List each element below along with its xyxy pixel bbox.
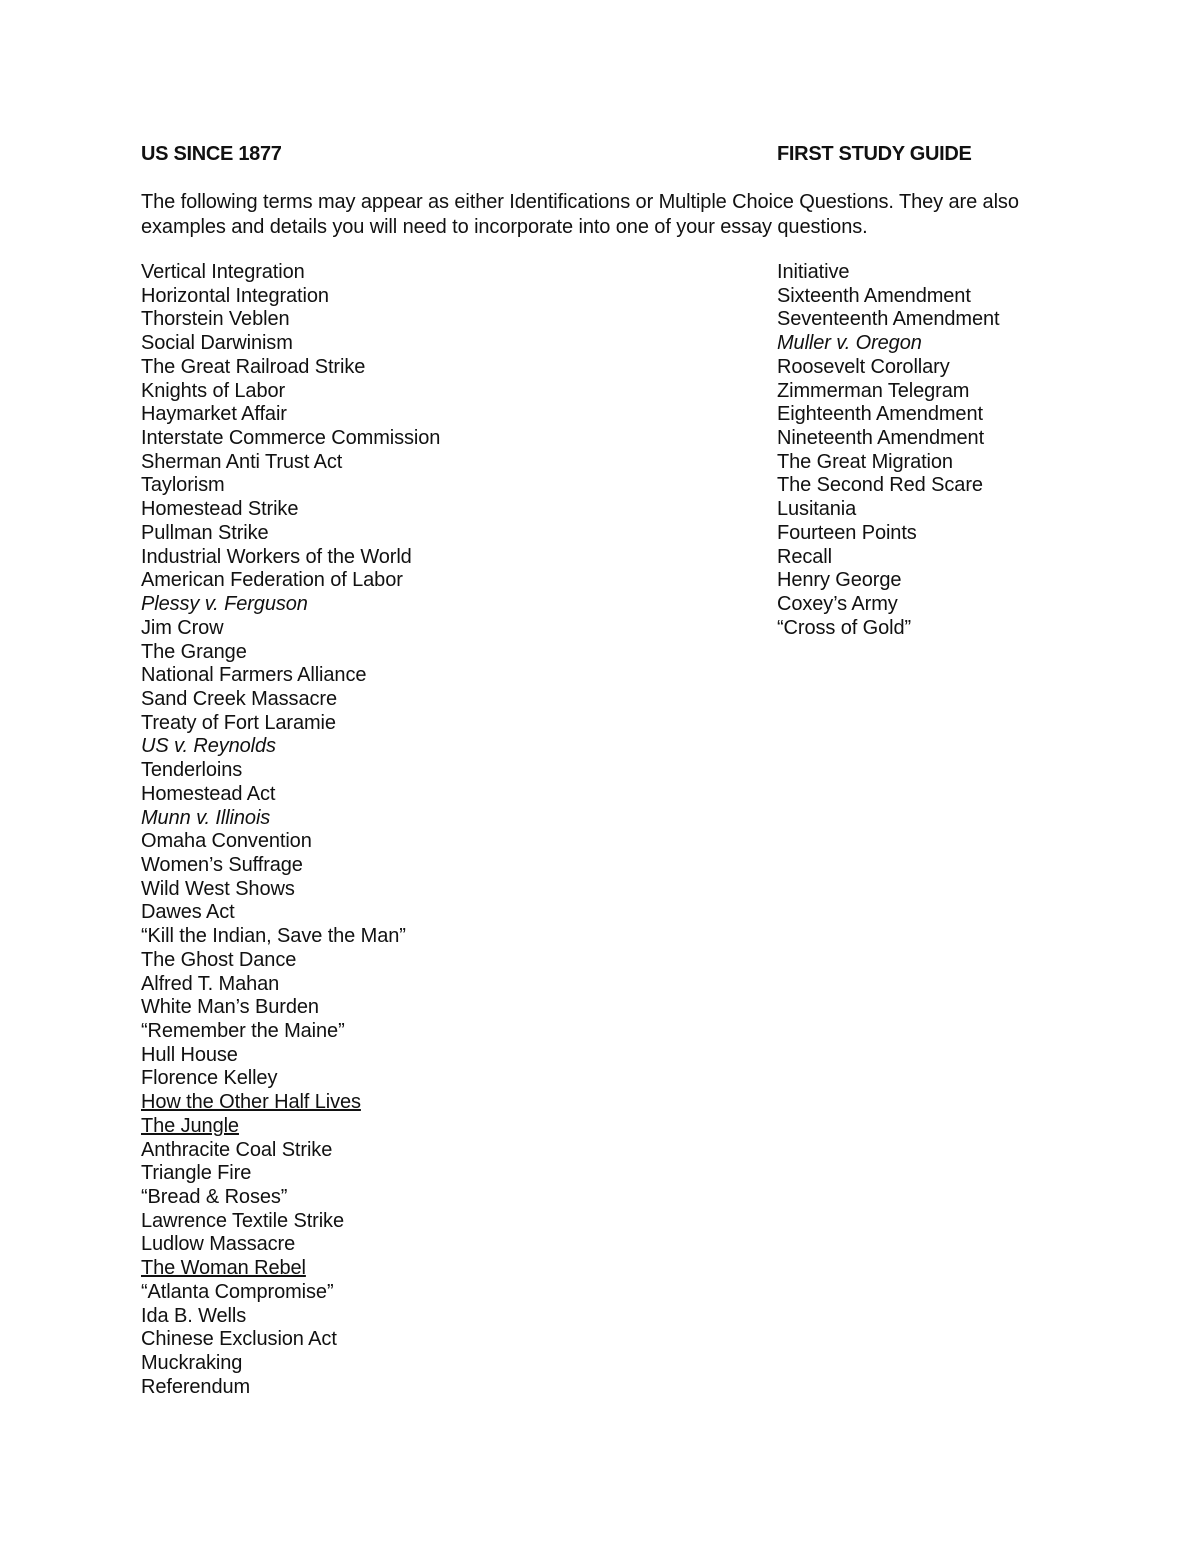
course-title: US SINCE 1877 xyxy=(141,143,282,165)
term-item xyxy=(141,285,741,309)
term-text: National Farmers Alliance xyxy=(141,664,367,687)
term-text: Sherman Anti Trust Act xyxy=(141,450,343,473)
term-item xyxy=(141,641,741,665)
term-item xyxy=(141,1139,741,1163)
term-item xyxy=(141,498,741,522)
term-item xyxy=(777,308,1177,332)
term-item xyxy=(777,451,1177,475)
term-item xyxy=(141,878,741,902)
term-item xyxy=(141,783,741,807)
study-guide-title: FIRST STUDY GUIDE xyxy=(777,143,972,165)
term-text: The Jungle xyxy=(141,1114,239,1137)
term-item xyxy=(141,854,741,878)
term-item xyxy=(777,474,1177,498)
term-item xyxy=(141,1020,741,1044)
term-item xyxy=(141,380,741,404)
term-text: Horizontal Integration xyxy=(141,284,329,307)
term-text: How the Other Half Lives xyxy=(141,1091,361,1114)
term-item xyxy=(141,688,741,712)
intro-paragraph: The following terms may appear as either Identifications or Multiple Choice Questions. They are also examples and details you will need to incorporate into one of your essay questions. xyxy=(141,191,1019,238)
term-text: Sand Creek Massacre xyxy=(141,687,337,710)
term-text: The Grange xyxy=(141,640,247,663)
term-text: Roosevelt Corollary xyxy=(777,355,950,378)
term-text: White Man’s Burden xyxy=(141,996,319,1019)
term-item xyxy=(141,427,741,451)
term-item xyxy=(141,1376,741,1400)
term-item xyxy=(777,403,1177,427)
term-text: “Cross of Gold” xyxy=(777,616,912,639)
term-item xyxy=(141,1067,741,1091)
term-item xyxy=(141,1115,741,1139)
term-text: Homestead Act xyxy=(141,782,276,805)
term-text: Taylorism xyxy=(141,474,225,497)
term-text: Zimmerman Telegram xyxy=(777,379,970,402)
term-text: Knights of Labor xyxy=(141,379,286,402)
term-text: The Second Red Scare xyxy=(777,474,983,497)
term-item xyxy=(777,427,1177,451)
term-text: Initiative xyxy=(777,261,850,283)
term-text: The Woman Rebel xyxy=(141,1257,306,1280)
term-text: Dawes Act xyxy=(141,901,235,924)
term-text: Lusitania xyxy=(777,498,857,521)
term-text: Interstate Commerce Commission xyxy=(141,427,441,450)
term-text: Wild West Shows xyxy=(141,877,295,900)
term-text: Triangle Fire xyxy=(141,1162,252,1185)
term-item xyxy=(141,356,741,380)
term-text: Vertical Integration xyxy=(141,261,305,283)
term-item xyxy=(141,1044,741,1068)
term-item xyxy=(141,1257,741,1281)
term-text: The Ghost Dance xyxy=(141,948,297,971)
term-text: Haymarket Affair xyxy=(141,403,287,426)
term-item xyxy=(141,617,741,641)
term-item xyxy=(141,973,741,997)
term-item xyxy=(141,1210,741,1234)
term-item xyxy=(141,261,741,285)
term-item xyxy=(141,451,741,475)
term-item xyxy=(141,1162,741,1186)
term-item xyxy=(141,1233,741,1257)
term-item xyxy=(777,546,1177,570)
term-text: “Bread & Roses” xyxy=(141,1186,288,1209)
term-text: Anthracite Coal Strike xyxy=(141,1138,333,1161)
term-text: Ida B. Wells xyxy=(141,1304,247,1327)
term-text: “Kill the Indian, Save the Man” xyxy=(141,925,406,948)
term-item xyxy=(141,332,741,356)
term-text: Recall xyxy=(777,545,832,568)
term-text: Thorstein Veblen xyxy=(141,308,290,331)
term-text: American Federation of Labor xyxy=(141,569,403,592)
term-text: Industrial Workers of the World xyxy=(141,545,412,568)
term-text: Jim Crow xyxy=(141,616,224,639)
term-item xyxy=(141,546,741,570)
term-text: Omaha Convention xyxy=(141,830,312,853)
term-item xyxy=(777,356,1177,380)
term-item xyxy=(777,569,1177,593)
term-item xyxy=(777,332,1177,356)
term-item xyxy=(141,308,741,332)
term-text: “Remember the Maine” xyxy=(141,1020,345,1042)
term-item xyxy=(141,664,741,688)
term-item xyxy=(141,1091,741,1115)
term-item xyxy=(141,901,741,925)
terms-list-left xyxy=(141,261,741,1400)
term-item xyxy=(141,403,741,427)
term-text: Munn v. Illinois xyxy=(141,806,271,829)
term-text: Chinese Exclusion Act xyxy=(141,1328,337,1351)
term-item xyxy=(141,807,741,831)
term-text: Florence Kelley xyxy=(141,1067,278,1090)
term-text: Ludlow Massacre xyxy=(141,1233,296,1256)
term-text: Muller v. Oregon xyxy=(777,332,922,355)
term-item xyxy=(777,498,1177,522)
term-item xyxy=(141,735,741,759)
term-item xyxy=(777,285,1177,309)
term-item xyxy=(141,949,741,973)
term-text: The Great Migration xyxy=(777,450,953,473)
term-text: Nineteenth Amendment xyxy=(777,427,985,450)
term-text: Treaty of Fort Laramie xyxy=(141,711,336,734)
term-text: Fourteen Points xyxy=(777,521,917,544)
term-text: “Atlanta Compromise” xyxy=(141,1280,334,1303)
term-item xyxy=(141,1352,741,1376)
term-item xyxy=(141,593,741,617)
term-text: Seventeenth Amendment xyxy=(777,308,1000,331)
term-item xyxy=(141,1186,741,1210)
term-text: Homestead Strike xyxy=(141,498,299,521)
term-item xyxy=(141,1281,741,1305)
term-item xyxy=(141,569,741,593)
term-text: US v. Reynolds xyxy=(141,735,276,758)
term-text: Alfred T. Mahan xyxy=(141,972,280,995)
term-item xyxy=(777,617,1177,641)
term-item xyxy=(141,925,741,949)
term-item xyxy=(777,261,1177,285)
term-item xyxy=(141,996,741,1020)
term-text: Henry George xyxy=(777,569,902,592)
term-item xyxy=(141,522,741,546)
term-text: Referendum xyxy=(141,1375,251,1398)
terms-list-right xyxy=(777,261,1177,641)
term-item xyxy=(141,1328,741,1352)
term-item xyxy=(777,522,1177,546)
term-text: The Great Railroad Strike xyxy=(141,355,366,378)
term-item xyxy=(141,712,741,736)
term-item xyxy=(141,830,741,854)
term-text: Plessy v. Ferguson xyxy=(141,593,308,616)
term-item xyxy=(141,759,741,783)
term-text: Sixteenth Amendment xyxy=(777,284,971,307)
term-text: Women’s Suffrage xyxy=(141,853,303,876)
term-item xyxy=(777,593,1177,617)
term-item xyxy=(141,474,741,498)
term-text: Coxey’s Army xyxy=(777,593,898,616)
term-text: Tenderloins xyxy=(141,759,243,782)
term-text: Pullman Strike xyxy=(141,521,269,544)
term-text: Hull House xyxy=(141,1043,238,1066)
term-text: Muckraking xyxy=(141,1352,243,1375)
term-item xyxy=(777,380,1177,404)
term-text: Eighteenth Amendment xyxy=(777,403,983,426)
term-text: Lawrence Textile Strike xyxy=(141,1209,344,1232)
term-item xyxy=(141,1305,741,1329)
term-text: Social Darwinism xyxy=(141,332,293,355)
